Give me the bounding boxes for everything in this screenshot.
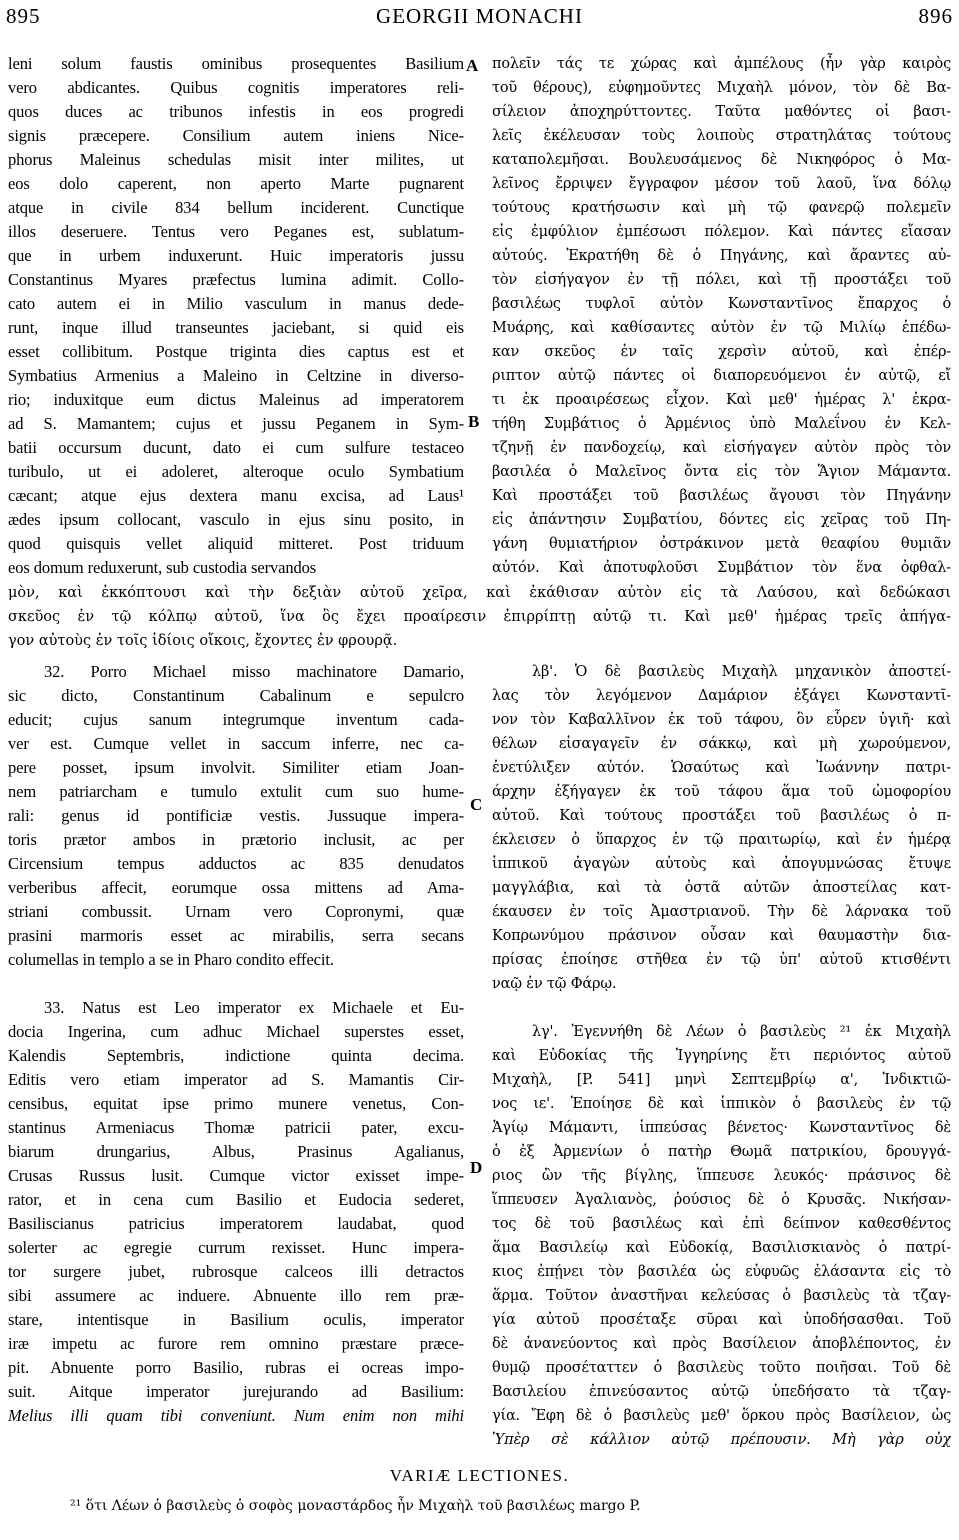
page-number-left: 895 bbox=[6, 4, 41, 28]
text-line: νον τὸν Καβαλλῖνον ἐκ τοῦ τάφου, ὃν εὗρεν ὑγιῆ· καὶ bbox=[492, 712, 951, 728]
text-line: prasini marmoris esset ac mirabilis, serra secans bbox=[8, 926, 464, 945]
text-line: ἅρμα. Τοῦτον ἀναστῆναι κελεύσας ὁ βασιλεὺς τὰ τζαγ- bbox=[492, 1288, 951, 1304]
text-line: esset collibitum. Postque triginta dies captus est et bbox=[8, 342, 464, 361]
text-line: λγ'. Ἐγεννήθη δὲ Λέων ὁ βασιλεὺς ²¹ ἐκ Μιχαὴλ bbox=[532, 1024, 951, 1040]
text-line: αὐτούς. Ἐκρατήθη δὲ ὁ Πηγάνης, καὶ ἄραντες αὐ- bbox=[492, 248, 951, 264]
text-line: τοῦ θέρους), εὐφημοῦντες Μιχαὴλ μόνον, τὸν δὲ Βα- bbox=[492, 80, 951, 96]
text-line: signis præcepere. Consilium autem iniens Nice- bbox=[8, 126, 464, 145]
text-line: ριπτον αὐτῷ πάντες οἱ διαπορευόμενοι ἐν αὐτῷ, εἴ bbox=[492, 368, 951, 384]
text-line: rator, et in cena cum Basilio et Eudocia sederet, bbox=[8, 1190, 464, 1209]
text-line: αὐτόν. Καὶ ἀποτυφλοῦσι Συμβάτιον τὸν ἕνα ὀφθαλ- bbox=[492, 560, 951, 576]
text-line: quod quisquis vellet aliquid mitteret. Post triduum bbox=[8, 534, 464, 553]
text-line: Melius illi quam tibi conveniunt. Num enim non mihi bbox=[8, 1406, 464, 1425]
text-line: καὶ Εὐδοκίας τῆς Ἰγγηρίνης ἔτι περιόντος αὐτοῦ bbox=[492, 1048, 951, 1064]
text-line: ἱππικοῦ ἀγαγὼν αὐτοὺς καὶ ἀπογυμνώσας ἔτυψε bbox=[492, 856, 951, 872]
margin-marker-b: B bbox=[468, 412, 480, 431]
text-line: ver est. Cumque vellet in saccum inferre, nec ca- bbox=[8, 734, 464, 753]
text-line: πολεῖν τάς τε χώρας καὶ ἀμπέλους (ἦν γὰρ καιρὸς bbox=[492, 56, 951, 72]
text-line: iræ impetu ac furore rem omnino præstare præce- bbox=[8, 1334, 464, 1353]
text-line: toris prætor ambos in prætorio inclusit, ac per bbox=[8, 830, 464, 849]
text-line: Basiliscianus patricius imperatorem laudabat, quod bbox=[8, 1214, 464, 1233]
text-line: runt, inque illud transeuntes jaciebant, si quid eis bbox=[8, 318, 464, 337]
text-line: λβ'. Ὁ δὲ βασιλεὺς Μιχαὴλ μηχανικὸν ἀποστεί- bbox=[532, 664, 951, 680]
text-line: nem patriarcham e tumulo extulit cum suo hume- bbox=[8, 782, 464, 801]
text-line: γία αὐτοῦ προσέταξε σῦραι καὶ ὑποδήσασθαι. Τοῦ bbox=[492, 1312, 951, 1328]
text-line: Βασιλείου ἐπινεύσαντος αὐτῷ ὑπεδήσατο τὰ τζαγ- bbox=[492, 1384, 951, 1400]
text-line: Constantinus Myares præfectus lumina adimit. Collo- bbox=[8, 270, 464, 289]
text-line: cæcant; atque ejus dextera manu excisa, ad Laus¹ bbox=[8, 486, 464, 505]
text-line: stantinus Armeniacus Thomæ patricii pater, excu- bbox=[8, 1118, 464, 1137]
text-line: ἵππευσεν Ἀγαλιανὸς, ῥούσιος δὲ ὁ Κρυσᾶς. Νικήσαν- bbox=[492, 1192, 951, 1208]
margin-marker-d: D bbox=[470, 1158, 483, 1177]
text-line: que in urbem induxerunt. Huic imperatoris jussu bbox=[8, 246, 464, 265]
text-line: vero abdicantes. Quibus cognitis imperatores reli- bbox=[8, 78, 464, 97]
text-line: Μιχαὴλ, [P. 541] μηνὶ Σεπτεμβρίῳ α', Ἰνδικτιῶ- bbox=[492, 1072, 951, 1088]
text-line: βασιλέα ὁ Μαλεῖνος ὄντα εἰς τὸν Ἅγιον Μάμαντα. bbox=[492, 464, 951, 480]
text-line: quos duces ac tribunos infestis in eos progredi bbox=[8, 102, 464, 121]
variant-reading-note: ²¹ ὅτι Λέων ὁ βασιλεὺς ὁ σοφὸς μοναστάρδος ἦν Μιχαὴλ τοῦ βασιλέως margo P. bbox=[70, 1498, 641, 1514]
text-line: Editis vero etiam imperator ad S. Mamantis Cir- bbox=[8, 1070, 464, 1089]
text-line: Ἁγίῳ Μάμαντι, ἱππεύσας βένετος· Κωνσταντῖνος δὲ bbox=[492, 1120, 951, 1136]
text-line: turibulo, ut ei adoleret, alteroque oculo Symbatium bbox=[8, 462, 464, 481]
text-line: τήθη Συμβάτιος ὁ Ἀρμένιος ὑπὸ Μαλεΐνου ἐν Κελ- bbox=[492, 416, 951, 432]
text-line: illos deseruere. Tentus vero Peganes est, sublatum- bbox=[8, 222, 464, 241]
text-line: λεῖνος ἔρριψεν ἔγγραφον μέσον τοῦ λαοῦ, ἵνα δόλῳ bbox=[492, 176, 951, 192]
text-line: θέλων εἰσαγαγεῖν ἐν σάκκῳ, καὶ μὴ χωρούμενον, bbox=[492, 736, 951, 752]
text-line: τούτους κρατήσωσιν καὶ μὴ τῷ φανερῷ πολεμεῖν bbox=[492, 200, 951, 216]
text-line: tor surgere jubet, rubrosque calceos illi detractos bbox=[8, 1262, 464, 1281]
text-line: batii occursum ducunt, dato ei cum sulfure testaceo bbox=[8, 438, 464, 457]
text-line: πρίσας ἐποίησε στῆθεα ἐν τῷ ὑπ' αὐτοῦ κτισθέντι bbox=[492, 952, 951, 968]
text-line: sic dicto, Constantinum Cabalinum e sepulcro bbox=[8, 686, 464, 705]
text-line: biarum drungarius, Albus, Prasinus Agalianus, bbox=[8, 1142, 464, 1161]
text-line: pere posset, ipsum involvit. Similiter etiam Joan- bbox=[8, 758, 464, 777]
text-line: eos domum reduxerunt, sub custodia servandos bbox=[8, 558, 317, 577]
text-line: sibi assumere ac induere. Abnuente illo rem præ- bbox=[8, 1286, 464, 1305]
text-line: solerter ac egregie currum rexisset. Hunc impera- bbox=[8, 1238, 464, 1257]
text-line: docia Ingerina, cum adhuc Michael superstes esset, bbox=[8, 1022, 464, 1041]
text-line: ναῷ ἐν τῷ Φάρῳ. bbox=[492, 976, 617, 992]
text-line: Symbatius Armenius a Maleino in Celtzine in diverso- bbox=[8, 366, 464, 385]
margin-marker-c: C bbox=[470, 795, 483, 814]
text-line: verberibus affecit, eorumque ossa mittens ad Ama- bbox=[8, 878, 464, 897]
full-width-line: σκεῦος ἐν τῷ κόλπῳ αὐτοῦ, ἵνα ὃς ἔχει προαίρεσιν ἐπιρρίπτῃ αὐτῷ τι. Καὶ μεθ' ἡμέρας τρεῖς ἀπήγα- bbox=[8, 609, 951, 625]
text-line: ad S. Mamantem; cujus et jussu Peganem in Sym- bbox=[8, 414, 464, 433]
text-line: ἐνετύλιξεν αὐτόν. Ὡσαύτως καὶ Ἰωάννην πατρι- bbox=[492, 760, 951, 776]
text-line: άρχην ἐξήγαγεν ἐκ τοῦ τάφου ἅμα τοῦ ὠμοφορίου bbox=[492, 784, 951, 800]
text-line: νος ιε'. Ἐποίησε δὲ καὶ ἱππικὸν ὁ βασιλεὺς ἐν τῷ bbox=[492, 1096, 951, 1112]
text-line: pit. Abnuente porro Basilio, rubras ei ocreas impo- bbox=[8, 1358, 464, 1377]
full-width-line: γον αὐτοὺς ἐν τοῖς ἰδίοις οἴκοις, ἔχοντες ἐν φρουρᾷ. bbox=[8, 633, 398, 649]
text-line: leni solum faustis ominibus prosequentes Basilium bbox=[8, 54, 464, 73]
text-line: stare, intentisque in Basilium oculis, imperator bbox=[8, 1310, 464, 1329]
text-line: κιος ἐπῄνει τὸν βασιλέα ὡς εὐφυῶς ἐλάσαντα εἰς τὸ bbox=[492, 1264, 951, 1280]
text-line: phorus Maleinus schedulas misit inter milites, ut bbox=[8, 150, 464, 169]
text-line: καν σκεῦος ἐν ταῖς χερσὶν αὐτοῦ, καὶ ἐπέρ- bbox=[492, 344, 951, 360]
text-line: Μυάρης, καὶ καθίσαντες αὐτὸν ἐν τῷ Μιλίῳ ἐπέδω- bbox=[492, 320, 951, 336]
text-line: έκλεισεν ὁ ὕπαρχος ἐν τῷ πραιτωρίῳ, καὶ ἐν ἡμέρᾳ bbox=[492, 832, 951, 848]
text-line: Καὶ προστάξει τοῦ βασιλέως ἄγουσι τὸν Πηγάνην bbox=[492, 488, 951, 504]
text-line bbox=[8, 972, 464, 996]
text-line: striani combussit. Urnam vero Copronymi, quæ bbox=[8, 902, 464, 921]
text-line: ἅμα Βασιλείῳ καὶ Εὐδοκίᾳ, Βασιλισκιανὸς ὁ πατρί- bbox=[492, 1240, 951, 1256]
text-line: γάνη θυμιατήριον ὀστράκινον μετὰ θεαφίου θυμιᾶν bbox=[492, 536, 951, 552]
text-line: Crusas Russus lusit. Cumque victor exisset impe- bbox=[8, 1166, 464, 1185]
margin-marker-a: A bbox=[466, 56, 479, 75]
page-header bbox=[6, 4, 953, 34]
text-line: censibus, equitat ipse primo munere venetus, Con- bbox=[8, 1094, 464, 1113]
text-line: τος δὲ τοῦ βασιλέως καὶ ἐπὶ δείπνον καθεσθέντος bbox=[492, 1216, 951, 1232]
text-line: columellas in templo a se in Pharo condito effecit. bbox=[8, 950, 334, 969]
text-line: ædes ipsum collocant, vasculo in ejus sinu posito, in bbox=[8, 510, 464, 529]
text-line: τζηνῇ ἐν πανδοχείῳ, καὶ εἰσήγαγεν αὐτὸν πρὸς τὸν bbox=[492, 440, 951, 456]
text-line: eos dolo caperent, non aperto Marte pugnarent bbox=[8, 174, 464, 193]
text-line: ὁ ἐξ Ἀρμενίων ὁ πατὴρ Θωμᾶ πατρικίου, δρουγγά- bbox=[492, 1144, 951, 1160]
text-line: atque in civile 834 bellum inciderent. Cunctique bbox=[8, 198, 464, 217]
text-line: αὐτοῦ. Καὶ τούτους προστάξει τοῦ βασιλέως ὁ π- bbox=[492, 808, 951, 824]
text-line: βασιλέως τυφλοῖ αὐτὸν Κωνσταντῖνος ἔπαρχος ὁ bbox=[492, 296, 951, 312]
text-line: Kalendis Septembris, indictione quinta decima. bbox=[8, 1046, 464, 1065]
text-line: εἰς ἐμφύλιον ἐμπέσωσι πόλεμον. Καὶ πάντες εἴασαν bbox=[492, 224, 951, 240]
text-line: Circensium tempus adductos ac 835 denudatos bbox=[8, 854, 464, 873]
text-line: γία. Ἔφη δὲ ὁ βασιλεὺς μεθ' ὅρκου πρὸς Βασίλειον, ὡς bbox=[492, 1408, 951, 1424]
text-line: cato autem ei in Milio vasculum in manus dede- bbox=[8, 294, 464, 313]
text-line: σίλειον ἀποχηρύττοντες. Ταῦτα μαθόντες οἱ βασι- bbox=[492, 104, 951, 120]
text-line: Κοπρωνύμου πράσινον οὖσαν καὶ θαυμαστὴν δια- bbox=[492, 928, 951, 944]
full-width-line: μὸν, καὶ ἐκκόπτουσι καὶ τὴν δεξιὰν αὐτοῦ χεῖρα, καὶ ἐκάθισαν αὐτὸν εἰς τὰ Λαύσου, καὶ δεδώκασι bbox=[8, 585, 951, 601]
text-line: rio; induxitque eum dictus Maleinus ad imperatorem bbox=[8, 390, 464, 409]
text-line: educit; cujus sanum integrumque inventum cada- bbox=[8, 710, 464, 729]
text-line: Ὑπὲρ σὲ κάλλιον αὐτῷ πρέπουσιν. Μὴ γὰρ οὐχ bbox=[492, 1432, 951, 1448]
text-line: suit. Aitque imperator jurejurando ad Basilium: bbox=[8, 1382, 464, 1401]
text-line: λεῖς ἐκέλευσαν τοὺς λοιποὺς στρατηλάτας τούτους bbox=[492, 128, 951, 144]
text-line: τι ἐκ προαιρέσεως εἶχον. Καὶ μεθ' ἡμέρας λ' ἐκρα- bbox=[492, 392, 951, 408]
text-line: καταπολεμῆσαι. Βουλευσάμενος δὲ Νικηφόρος ὁ Μα- bbox=[492, 152, 951, 168]
text-line: εἰς ἀπάντησιν Συμβατίου, δόντες εἰς χεῖρας τοῦ Πη- bbox=[492, 512, 951, 528]
variae-lectiones-heading: VARIÆ LECTIONES. bbox=[389, 1466, 570, 1485]
running-title: GEORGII MONACHI bbox=[376, 4, 583, 28]
text-line: έκαυσεν ἐν τοῖς Ἀμαστριανοῦ. Τὴν δὲ λάρνακα τοῦ bbox=[492, 904, 951, 920]
text-line: 33. Natus est Leo imperator ex Michaele et Eu- bbox=[44, 998, 464, 1017]
page-number-right: 896 bbox=[918, 4, 953, 28]
text-line: τὸν εἰσήγαγον ἐν τῇ πόλει, καὶ τῇ προστάξει τοῦ bbox=[492, 272, 951, 288]
text-line: δὲ ἀνανεύοντος καὶ πρὸς Βασίλειον ἀποβλέποντος, ἐν bbox=[492, 1336, 951, 1352]
text-line: λας τὸν λεγόμενον Δαμάριον ἐξάγει Κωνσταντῖ- bbox=[492, 688, 951, 704]
text-line: 32. Porro Michael misso machinatore Damario, bbox=[44, 662, 464, 681]
text-line: μαγγλάβια, καὶ τὰ ὀστᾶ αὐτῶν ἀποστείλας κατ- bbox=[492, 880, 951, 896]
text-line: rali: genus id pontificiæ vestis. Jussuque impera- bbox=[8, 806, 464, 825]
text-line: ριος ὢν τῆς βίγλης, ἵππευσε λευκός· πράσινος δὲ bbox=[492, 1168, 951, 1184]
text-line: θυμῷ προσέταττεν ὁ βασιλεὺς τοῦτο ποιῆσαι. Τοῦ δὲ bbox=[492, 1360, 951, 1376]
